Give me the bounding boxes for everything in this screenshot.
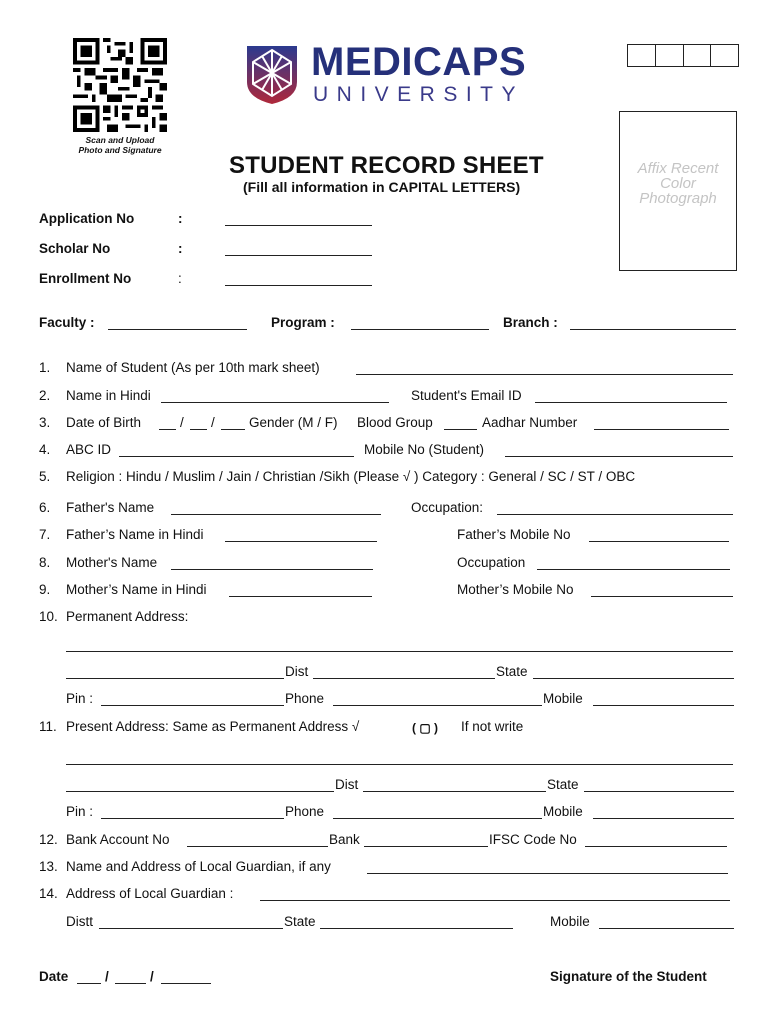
permanent-state-field[interactable]	[533, 678, 734, 679]
dob-label: Date of Birth	[66, 415, 142, 430]
permanent-mobile-field[interactable]	[593, 705, 734, 706]
father-mobile-field[interactable]	[589, 541, 729, 542]
item-number: 4.	[39, 442, 51, 457]
permanent-address-line[interactable]	[66, 651, 733, 652]
photo-box-text: Affix Recent Color Photograph	[637, 160, 719, 207]
item-number: 10.	[39, 609, 58, 624]
brand-subtitle: UNIVERSITY	[313, 83, 525, 106]
colon: :	[178, 211, 183, 226]
phone-label: Phone	[285, 804, 325, 819]
abc-id-field[interactable]	[119, 456, 354, 457]
state-label: State	[496, 664, 528, 679]
phone-label: Phone	[285, 691, 325, 706]
student-mobile-field[interactable]	[505, 456, 733, 457]
mother-name-field[interactable]	[171, 569, 373, 570]
father-occupation-label: Occupation:	[411, 500, 484, 515]
dob-day-field[interactable]	[159, 429, 176, 430]
date-separator: /	[105, 969, 109, 984]
qr-caption: Scan and Upload Photo and Signature	[78, 135, 162, 155]
bank-label: Bank	[329, 832, 360, 847]
faculty-label: Faculty :	[39, 315, 95, 330]
present-state-field[interactable]	[584, 791, 734, 792]
bank-account-label: Bank Account No	[66, 832, 170, 847]
item-number: 14.	[39, 886, 58, 901]
present-mobile-field[interactable]	[593, 818, 734, 819]
bank-account-field[interactable]	[187, 846, 328, 847]
present-pin-field[interactable]	[101, 818, 284, 819]
guardian-mobile-field[interactable]	[599, 928, 734, 929]
permanent-phone-field[interactable]	[333, 705, 542, 706]
date-label: Date	[39, 969, 69, 984]
student-name-label: Name of Student (As per 10th mark sheet)	[66, 360, 320, 375]
permanent-address-line[interactable]	[66, 678, 284, 679]
mother-occupation-field[interactable]	[537, 569, 730, 570]
state-label: State	[547, 777, 579, 792]
guardian-address-label: Address of Local Guardian :	[66, 886, 234, 901]
page-subtitle: (Fill all information in CAPITAL LETTERS)	[243, 179, 521, 195]
branch-label: Branch :	[503, 315, 558, 330]
scholar-no-label: Scholar No	[39, 241, 111, 256]
bank-field[interactable]	[364, 846, 488, 847]
item-number: 12.	[39, 832, 58, 847]
program-label: Program :	[271, 315, 335, 330]
present-address-line[interactable]	[66, 791, 334, 792]
mother-occupation-label: Occupation	[457, 555, 526, 570]
item-number: 3.	[39, 415, 51, 430]
dob-separator: /	[180, 415, 184, 430]
enrollment-no-field[interactable]	[225, 285, 372, 286]
mother-mobile-label: Mother’s Mobile No	[457, 582, 574, 597]
name-hindi-field[interactable]	[161, 402, 389, 403]
scholar-no-field[interactable]	[225, 255, 372, 256]
item-number: 5.	[39, 469, 51, 484]
mobile-label: Mobile	[543, 691, 583, 706]
dob-month-field[interactable]	[190, 429, 207, 430]
faculty-field[interactable]	[108, 329, 247, 330]
permanent-address-label: Permanent Address:	[66, 609, 189, 624]
pin-label: Pin :	[66, 691, 94, 706]
state-label: State	[284, 914, 316, 929]
item-number: 6.	[39, 500, 51, 515]
application-no-field[interactable]	[225, 225, 372, 226]
permanent-pin-field[interactable]	[101, 705, 284, 706]
colon: :	[178, 271, 182, 286]
father-mobile-label: Father’s Mobile No	[457, 527, 571, 542]
distt-label: Distt	[66, 914, 93, 929]
dob-separator: /	[211, 415, 215, 430]
gender-label: Gender (M / F)	[249, 415, 338, 430]
student-mobile-label: Mobile No (Student)	[364, 442, 485, 457]
if-not-write-label: If not write	[461, 719, 524, 734]
same-address-checkbox[interactable]: ( ▢ )	[412, 721, 438, 735]
dist-label: Dist	[285, 664, 309, 679]
present-dist-field[interactable]	[363, 791, 546, 792]
local-guardian-field[interactable]	[367, 873, 728, 874]
pin-label: Pin :	[66, 804, 94, 819]
item-number: 13.	[39, 859, 58, 874]
item-number: 9.	[39, 582, 51, 597]
local-guardian-label: Name and Address of Local Guardian, if any	[66, 859, 331, 874]
mother-mobile-field[interactable]	[591, 596, 733, 597]
mother-name-label: Mother's Name	[66, 555, 158, 570]
father-name-hindi-label: Father’s Name in Hindi	[66, 527, 204, 542]
abc-id-label: ABC ID	[66, 442, 112, 457]
guardian-address-field[interactable]	[260, 900, 730, 901]
enrollment-no-label: Enrollment No	[39, 271, 132, 286]
page-title: STUDENT RECORD SHEET	[229, 152, 544, 179]
aadhar-label: Aadhar Number	[482, 415, 578, 430]
present-phone-field[interactable]	[333, 818, 542, 819]
application-no-label: Application No	[39, 211, 135, 226]
signature-label: Signature of the Student	[550, 969, 707, 984]
present-address-line[interactable]	[66, 764, 733, 765]
blood-group-field[interactable]	[444, 429, 477, 430]
photo-box[interactable]	[619, 111, 737, 271]
father-occupation-field[interactable]	[497, 514, 733, 515]
form-code-boxes[interactable]	[627, 44, 739, 67]
aadhar-field[interactable]	[594, 429, 729, 430]
mother-name-hindi-field[interactable]	[229, 596, 372, 597]
program-field[interactable]	[351, 329, 489, 330]
item-number: 7.	[39, 527, 51, 542]
father-name-field[interactable]	[171, 514, 381, 515]
guardian-distt-field[interactable]	[99, 928, 283, 929]
qr-code	[70, 38, 170, 132]
date-year-field[interactable]	[161, 983, 211, 984]
date-month-field[interactable]	[115, 983, 146, 984]
date-day-field[interactable]	[77, 983, 101, 984]
mobile-label: Mobile	[543, 804, 583, 819]
email-field[interactable]	[535, 402, 727, 403]
guardian-state-field[interactable]	[320, 928, 513, 929]
item-number: 2.	[39, 388, 51, 403]
brand-name: MEDICAPS	[311, 40, 527, 84]
university-logo-icon	[243, 42, 301, 106]
present-address-label: Present Address: Same as Permanent Address √	[66, 719, 360, 734]
dist-label: Dist	[335, 777, 359, 792]
permanent-dist-field[interactable]	[313, 678, 495, 679]
religion-category-label: Religion : Hindu / Muslim / Jain / Christian /Sikh (Please √ ) Category : General / SC / ST / OBC	[66, 469, 636, 484]
dob-year-field[interactable]	[221, 429, 245, 430]
branch-field[interactable]	[570, 329, 736, 330]
ifsc-label: IFSC Code No	[489, 832, 577, 847]
name-hindi-label: Name in Hindi	[66, 388, 151, 403]
item-number: 8.	[39, 555, 51, 570]
email-label: Student's Email ID	[411, 388, 522, 403]
colon: :	[178, 241, 183, 256]
item-number: 1.	[39, 360, 51, 375]
father-name-hindi-field[interactable]	[225, 541, 377, 542]
father-name-label: Father's Name	[66, 500, 155, 515]
date-separator: /	[150, 969, 154, 984]
ifsc-field[interactable]	[585, 846, 727, 847]
student-name-field[interactable]	[356, 374, 733, 375]
item-number: 11.	[39, 719, 57, 734]
blood-group-label: Blood Group	[357, 415, 433, 430]
mobile-label: Mobile	[550, 914, 590, 929]
mother-name-hindi-label: Mother’s Name in Hindi	[66, 582, 207, 597]
